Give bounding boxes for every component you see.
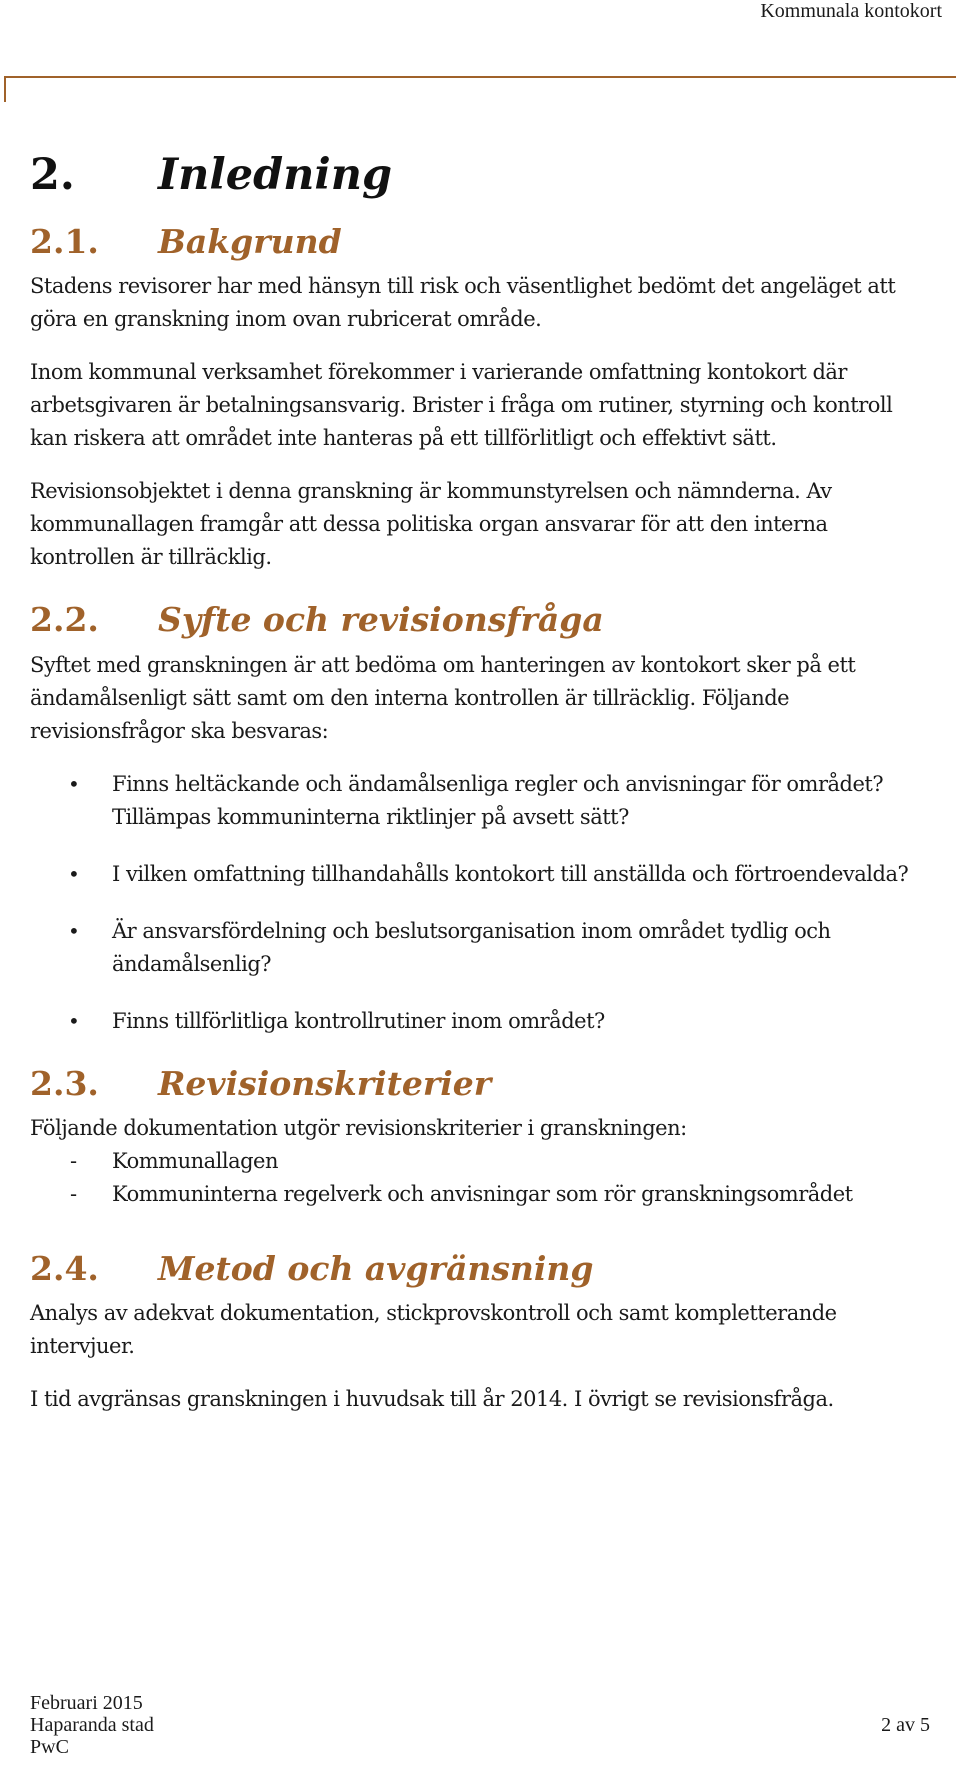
bullet-icon: • bbox=[68, 918, 80, 943]
paragraph: Syftet med granskningen är att bedöma om hanteringen av kontokort sker på ett ändamålsenligt sätt samt om den interna kontrollen är tillräcklig. Följande revisionsfrågor ska besvaras: bbox=[30, 652, 856, 743]
paragraph: Revisionsobjektet i denna granskning är kommunstyrelsen och nämnderna. Av kommunallagen framgår att dessa politiska organ ansvarar för att den interna kontrollen är tillräcklig. bbox=[30, 479, 832, 570]
section-metod bbox=[30, 1248, 930, 1416]
section-heading bbox=[30, 1063, 930, 1103]
paragraph: I tid avgränsas granskningen i huvudsak till år 2014. I övrigt se revisionsfråga. bbox=[30, 1387, 834, 1412]
list-item-text: Finns heltäckande och ändamålsenliga regler och anvisningar för området? Tillämpas kommuninterna riktlinjer på avsett sätt? bbox=[112, 771, 884, 829]
list-item bbox=[30, 1178, 930, 1211]
section-heading bbox=[30, 224, 930, 260]
section-number: 2.4. bbox=[30, 1248, 99, 1288]
chapter-number: 2. bbox=[30, 150, 75, 200]
paragraph: Följande dokumentation utgör revisionskriterier i granskningen: bbox=[30, 1115, 687, 1140]
list-item bbox=[30, 1005, 930, 1038]
paragraph: Inom kommunal verksamhet förekommer i varierande omfattning kontokort där arbetsgivaren är betalningsansvarig. Brister i fråga om rutiner, styrning och kontroll kan riskera att området inte hanteras på ett tillförlitligt och effektivt sätt. bbox=[30, 360, 893, 451]
bullet-icon: • bbox=[68, 1008, 80, 1033]
section-heading bbox=[30, 1248, 930, 1288]
list-item-text: Kommuninterna regelverk och anvisningar som rör granskningsområdet bbox=[112, 1181, 853, 1206]
list-item bbox=[30, 915, 930, 981]
section-number: 2.1. bbox=[30, 222, 99, 261]
section-title: Bakgrund bbox=[158, 222, 342, 261]
list-item-text: Finns tillförlitliga kontrollrutiner inom området? bbox=[112, 1008, 605, 1033]
dash-icon: - bbox=[70, 1148, 77, 1173]
header-rule-corner bbox=[4, 76, 6, 102]
chapter-title: Inledning bbox=[158, 150, 393, 200]
page-number: 2 av 5 bbox=[881, 1714, 930, 1736]
section-bakgrund bbox=[30, 224, 930, 574]
list-item bbox=[30, 1145, 930, 1178]
question-list bbox=[30, 768, 930, 1038]
bullet-icon: • bbox=[68, 771, 80, 796]
criteria-list bbox=[30, 1145, 930, 1211]
dash-icon: - bbox=[70, 1181, 77, 1206]
section-heading bbox=[30, 602, 930, 638]
section-number: 2.3. bbox=[30, 1063, 99, 1103]
section-syfte bbox=[30, 602, 930, 1037]
footer-organization: Haparanda stad bbox=[30, 1714, 154, 1736]
list-item-text: Kommunallagen bbox=[112, 1148, 279, 1173]
paragraph: Stadens revisorer har med hänsyn till risk och väsentlighet bedömt det angeläget att göra en granskning inom ovan rubricerat område. bbox=[30, 274, 896, 332]
paragraph: Analys av adekvat dokumentation, stickprovskontroll och samt kompletterande intervjuer. bbox=[30, 1301, 837, 1359]
running-header-title: Kommunala kontokort bbox=[760, 0, 942, 22]
section-title: Revisionskriterier bbox=[158, 1063, 492, 1103]
footer-company: PwC bbox=[30, 1736, 69, 1758]
section-number: 2.2. bbox=[30, 600, 99, 640]
header-rule bbox=[4, 76, 956, 78]
list-item bbox=[30, 768, 930, 834]
document-body bbox=[30, 150, 930, 1444]
footer-date: Februari 2015 bbox=[30, 1692, 143, 1714]
section-title: Metod och avgränsning bbox=[158, 1248, 594, 1288]
list-item-text: I vilken omfattning tillhandahålls kontokort till anställda och förtroendevalda? bbox=[112, 861, 909, 886]
list-item-text: Är ansvarsfördelning och beslutsorganisation inom området tydlig och ändamålsenlig? bbox=[112, 918, 831, 976]
chapter-heading bbox=[30, 150, 930, 200]
bullet-icon: • bbox=[68, 861, 80, 886]
section-kriterier bbox=[30, 1063, 930, 1211]
footer-info bbox=[30, 1692, 154, 1758]
list-item bbox=[30, 858, 930, 891]
section-title: Syfte och revisionsfråga bbox=[158, 600, 604, 640]
